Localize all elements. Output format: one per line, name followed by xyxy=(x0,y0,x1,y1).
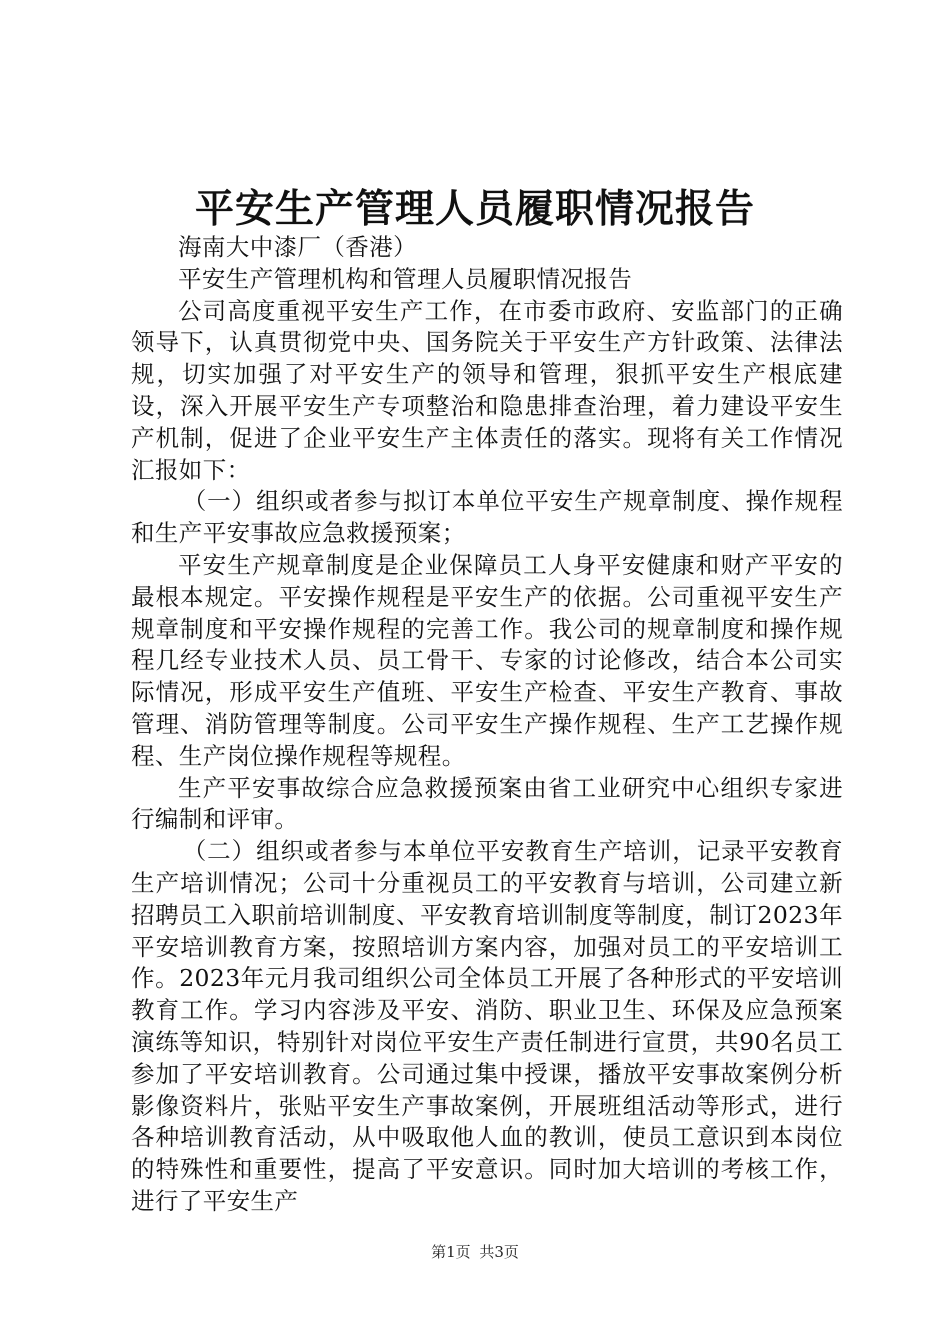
paragraph-section-2-training: （二）组织或者参与本单位平安教育生产培训，记录平安教育生产培训情况；公司十分重视员工的平安教育与培训，公司建立新招聘员工入职前培训制度、平安教育培训制度等制度，制订2023年平安培训教育方案，按照培训方案内容，加强对员工的平安培训工作。2023年元月我司组织公司全体员工开展了各种形式的平安培训教育工作。学习内容涉及平安、消防、职业卫生、环保及应急预案演练等知识，特别针对岗位平安生产责任制进行宣贯，共90名员工参加了平安培训教育。公司通过集中授课，播放平安事故案例分析影像资料片，张贴平安生产事故案例，开展班组活动等形式，进行各种培训教育活动，从中吸取他人血的教训，使员工意识到本岗位的特殊性和重要性，提高了平安意识。同时加大培训的考核工作，进行了平安生产 xyxy=(131,837,843,1215)
document-title: 平安生产管理人员履职情况报告 xyxy=(194,186,755,232)
paragraph-company: 海南大中漆厂（香港） xyxy=(178,233,417,261)
document-body xyxy=(131,232,843,1218)
paragraph-section-1-heading: （一）组织或者参与拟订本单位平安生产规章制度、操作规程和生产平安事故应急救援预案； xyxy=(131,487,843,548)
page-total: 共3页 xyxy=(479,1243,519,1261)
paragraph-subtitle: 平安生产管理机构和管理人员履职情况报告 xyxy=(178,264,633,293)
page-number: 第1页 xyxy=(431,1243,471,1261)
page-footer xyxy=(0,1242,950,1262)
paragraph-regulations: 平安生产规章制度是企业保障员工人身平安健康和财产平安的最根本规定。平安操作规程是平安生产的依据。公司重视平安生产规章制度和平安操作规程的完善工作。我公司的规章制度和操作规程几经专业技术人员、员工骨干、专家的讨论修改，结合本公司实际情况，形成平安生产值班、平安生产检查、平安生产教育、事故管理、消防管理等制度。公司平安生产操作规程、生产工艺操作规程、生产岗位操作规程等规程。 xyxy=(131,550,843,770)
paragraph-emergency-plan: 生产平安事故综合应急救援预案由省工业研究中心组织专家进行编制和评审。 xyxy=(131,773,843,834)
paragraph-intro: 公司高度重视平安生产工作，在市委市政府、安监部门的正确领导下，认真贯彻党中央、国务院关于平安生产方针政策、法律法规，切实加强了对平安生产的领导和管理，狠抓平安生产根底建设，深入开展平安生产专项整治和隐患排查治理，着力建设平安生产机制，促进了企业平安生产主体责任的落实。现将有关工作情况汇报如下： xyxy=(131,296,843,484)
